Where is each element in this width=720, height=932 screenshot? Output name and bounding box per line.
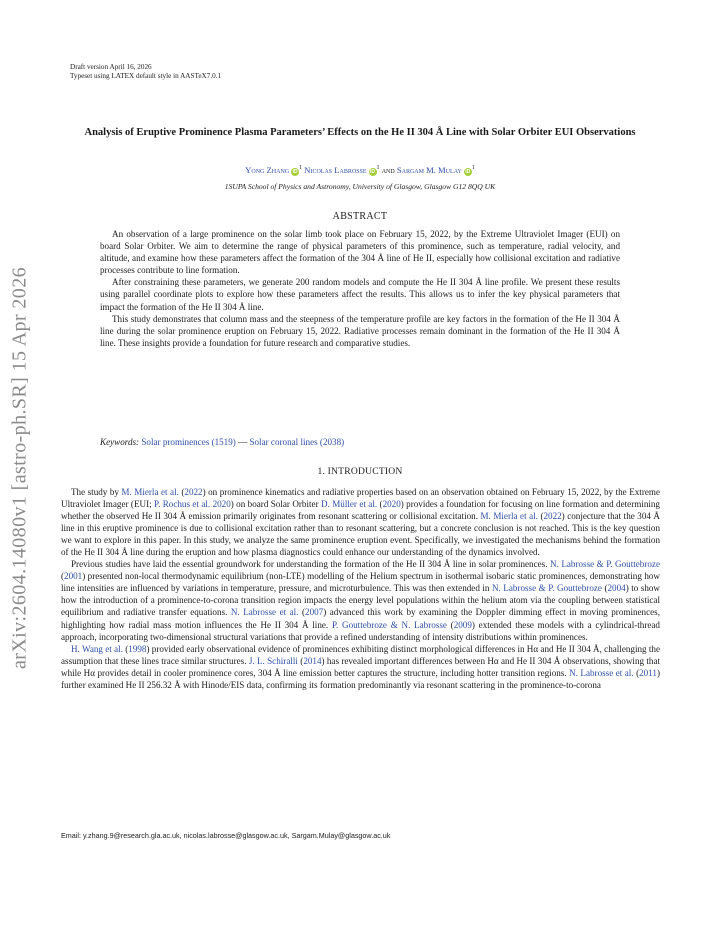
citation-link[interactable]: P. Rochus et al. 2020 (154, 499, 231, 510)
orcid-icon[interactable]: iD (292, 168, 298, 175)
citation-year-link[interactable]: 2014 (303, 655, 322, 666)
text-run: ) has revealed important differences between Hα and He II 304 Å observations, showing that while Hα provides detail in cooler prominence cores, 304 Å line emission better captures the structure, including hotter transition regions. (61, 655, 661, 678)
keywords (100, 436, 344, 448)
citation-link[interactable]: N. Labrosse & P. Gouttebroze (550, 559, 660, 570)
text-run: ) on prominence kinematics and radiative properties based on an observation obtained on February 15, 2022, by the Extreme Ultraviolet Imager (EUI; (61, 487, 660, 510)
text-run: ( (122, 643, 129, 654)
orcid-icon[interactable]: iD (370, 168, 376, 175)
author-affil-mark: 1 (299, 165, 303, 171)
text-run: ) conjecture that the 304 Å line in this eruptive prominence is due to collisional excitation rather than to resonant scattering, but a concrete conclusion is not reached. This is the key question we want to explore in this paper. In this study, we analyze the same prominence eruption event. Specifically, we investigated the mechanisms behind the formation of the He II 304 Å line during the eruption and how plasma diagnostics could enhance our understanding of the dynamics involved. (61, 511, 660, 558)
draft-version: Draft version April 16, 2026 (70, 63, 152, 71)
affiliation: 1SUPA School of Physics and Astronomy, University of Glasgow, Glasgow G12 8QQ UK (224, 182, 496, 191)
citation-link[interactable]: D. Müller et al. (320, 499, 378, 510)
text-run: ) to show how the introduction of a prominence-to-corona transition region impacts the energy level populations within the helium atom via the coupling between statistical equilibrium and radiative transfer equations. (61, 583, 660, 618)
abstract-paragraph: After constraining these parameters, we generate 200 random models and compute the He II 304 Å line profile. We present these results using parallel coordinate plots to explore how these parameters affect the results. This allows us to infer the key physical parameters that impact the formation of the He II 304 Å line. (100, 277, 620, 312)
author-list (0, 162, 720, 176)
abstract-body (100, 228, 620, 349)
text-run: ) advanced this work by examining the Doppler dimming effect in moving prominences, highlighting how radial mass motion influences the He II 304 Å line. (61, 607, 660, 630)
arxiv-identifier: arXiv:2604.14080v1 [astro-ph.SR] 15 Apr 2026 (8, 266, 31, 670)
keyword-link[interactable]: Solar coronal lines (2038) (249, 437, 345, 447)
keyword-link[interactable]: Solar prominences (1519) (141, 437, 236, 447)
email-footnote: Email: y.zhang.9@research.gla.ac.uk, nicolas.labrosse@glasgow.ac.uk, Sargam.Mulay@glasgow.ac.uk (61, 831, 391, 840)
author-name[interactable]: Nicolas Labrosse (304, 164, 367, 175)
text-run: ) provided early observational evidence of prominences exhibiting distinct morphological differences in Hα and He II 304 Å, challenging the assumption that these lines trace similar structures. (61, 643, 660, 666)
text-run: ( (377, 499, 383, 510)
text-run: ) presented non-local thermodynamic equilibrium (non-LTE) modelling of the Helium spectrum in isothermal isobaric static prominences, demonstrating how line intensities are influenced by variations in temperature, pressure, and microturbulence. This was then extended in (61, 571, 660, 594)
abstract-paragraph: This study demonstrates that column mass and the steepness of the temperature profile are key factors in the formation of the He II 304 Å line during the solar prominence eruption on February 15, 2022. Radiative processes remain dominant in the formation of the He II 304 Å line. These insights provide a foundation for future research and comparative studies. (100, 313, 620, 348)
text-run: ( (178, 487, 185, 497)
citation-year-link[interactable]: 2011 (639, 667, 657, 678)
introduction-body (61, 486, 660, 691)
text-run: The study by (71, 487, 122, 497)
draft-header (70, 63, 221, 81)
citation-year-link[interactable]: 2020 (382, 499, 401, 510)
typeset-note: Typeset using LATEX default style in AASTeX7.0.1 (70, 72, 222, 80)
citation-link[interactable]: M. Mierla et al. (480, 511, 538, 522)
author-and: and (381, 164, 395, 175)
body-paragraph (61, 558, 660, 642)
text-run: ( (61, 571, 65, 582)
orcid-icon[interactable]: iD (465, 168, 471, 175)
author-affil-mark: 1 (471, 165, 475, 171)
text-run: ( (297, 655, 304, 666)
text-run: ) further examined He II 256.32 Å with Hinode/EIS data, confirming its formation predominantly via resonant scattering in the prominence-to-corona (61, 667, 660, 690)
text-run: ( (446, 619, 454, 630)
paper-title: Analysis of Eruptive Prominence Plasma Parameters’ Effects on the He II 304 Å Line with Solar Orbiter EUI Observations (84, 127, 636, 138)
text-run: ( (633, 667, 640, 678)
citation-year-link[interactable]: 2022 (184, 487, 203, 497)
abstract-paragraph: An observation of a large prominence on the solar limb took place on February 15, 2022, by the Extreme Ultraviolet Imager (EUI) on board Solar Orbiter. We aim to determine the range of physical parameters of this prominence, such as temperature, radial velocity, and altitude, and examine how these parameters affect the formation of the 304 Å line of He II, especially how collisional excitation and radiative processes contribute to line formation. (100, 229, 620, 276)
citation-year-link[interactable]: 2022 (543, 511, 562, 522)
text-run: ( (298, 607, 306, 618)
body-paragraph (61, 486, 660, 558)
author-name[interactable]: Yong Zhang (245, 164, 290, 175)
text-run: ) on board Solar Orbiter (230, 499, 321, 510)
body-paragraph (61, 643, 660, 691)
keyword-separator: — (235, 437, 250, 447)
citation-link[interactable]: N. Labrosse et al. (230, 607, 299, 618)
citation-link[interactable]: P. Gouttebroze & N. Labrosse (331, 619, 447, 630)
abstract-heading: ABSTRACT (332, 211, 388, 222)
text-run: ( (601, 583, 608, 594)
author-affil-mark: 1 (376, 165, 380, 171)
citation-year-link[interactable]: 2001 (64, 571, 83, 582)
keywords-label: Keywords: (100, 437, 140, 447)
citation-year-link[interactable]: 2004 (607, 583, 626, 594)
citation-link[interactable]: N. Labrosse & P. Gouttebroze (491, 583, 602, 594)
section-heading: 1. INTRODUCTION (317, 466, 403, 477)
citation-year-link[interactable]: 2009 (453, 619, 472, 630)
citation-link[interactable]: M. Mierla et al. (121, 487, 179, 497)
citation-year-link[interactable]: 1998 (128, 643, 147, 654)
text-run: Previous studies have laid the essential groundwork for understanding the formation of the He II 304 Å line in solar prominences. (71, 559, 550, 570)
citation-year-link[interactable]: 2007 (305, 607, 324, 618)
author-name[interactable]: Sargam M. Mulay (396, 164, 462, 175)
citation-link[interactable]: H. Wang et al. (71, 643, 123, 654)
text-run: ) provides a foundation for focusing on line formation and determining whether the observed He II 304 Å emission primarily originates from resonant scattering or collisional excitation. (61, 499, 660, 522)
text-run: ) extended these models with a cylindrical-thread approach, incorporating two-dimensional structural variations that provide a refined understanding of intensity distributions within prominences. (61, 619, 660, 642)
citation-link[interactable]: N. Labrosse et al. (569, 667, 634, 678)
text-run: ( (537, 511, 544, 522)
citation-link[interactable]: J. L. Schiralli (248, 655, 298, 666)
